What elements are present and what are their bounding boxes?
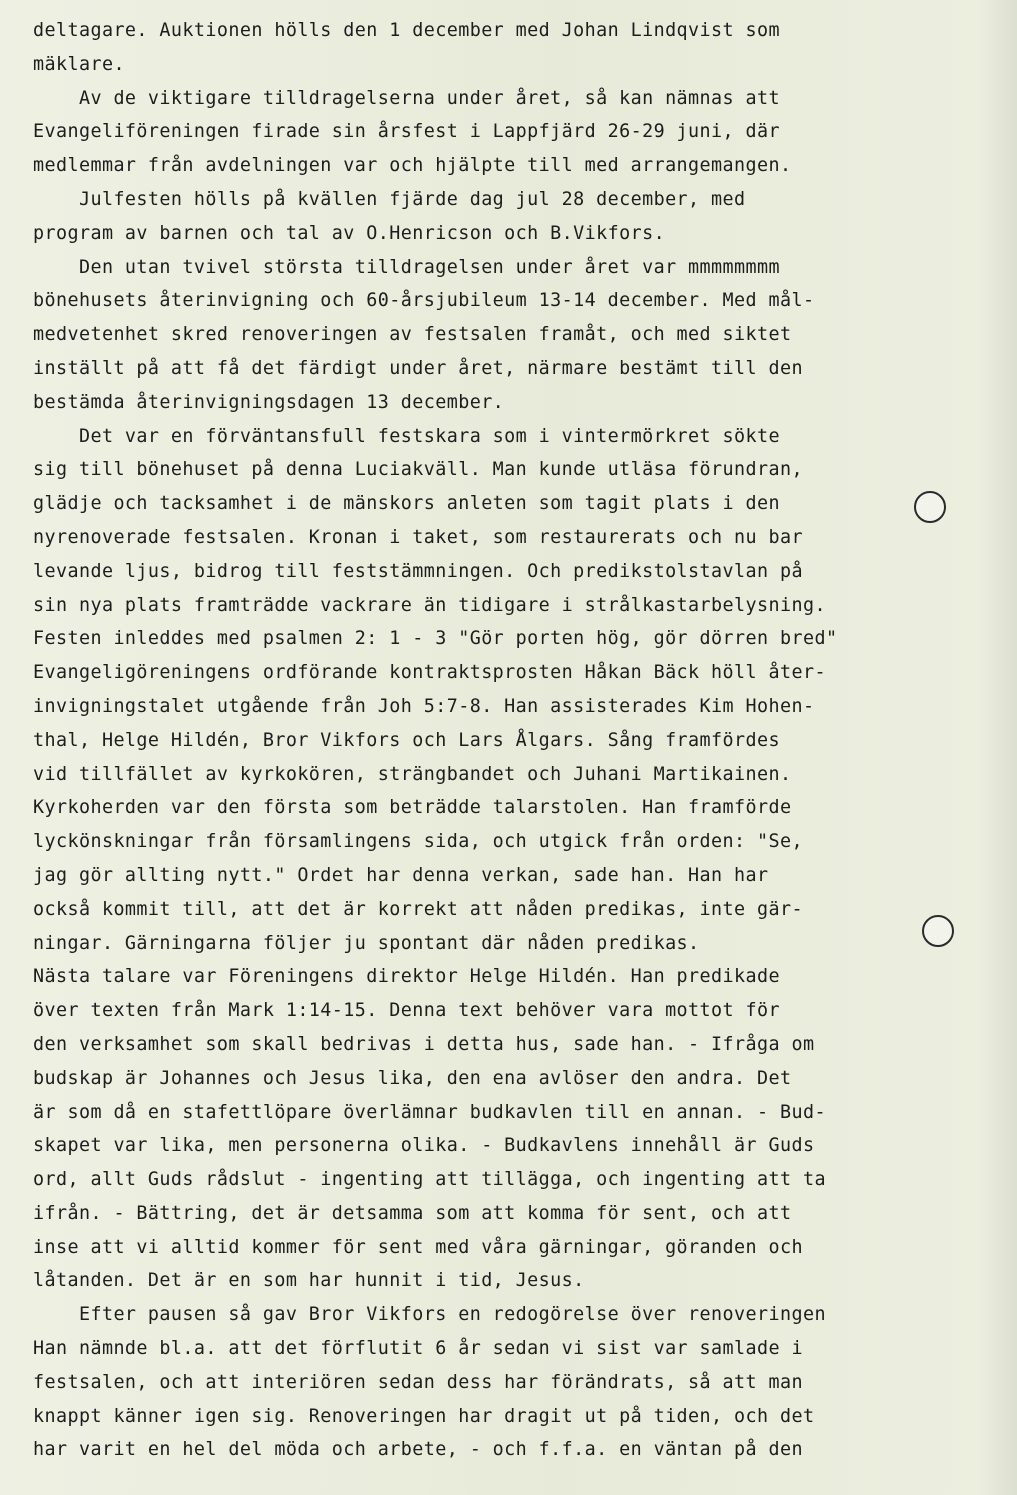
text-line: Evangeliföreningen firade sin årsfest i Lappfjärd 26-29 juni, där — [33, 121, 780, 143]
text-line: ord, allt Guds rådslut - ingenting att tillägga, och ingenting att ta — [33, 1169, 826, 1191]
text-line: levande ljus, bidrog till feststämmningen. Och predikstolstavlan på — [33, 560, 803, 582]
typewritten-text — [33, 14, 1008, 1467]
text-line: Det var en förväntansfull festskara som i vintermörkret sökte — [33, 425, 780, 447]
text-line: thal, Helge Hildén, Bror Vikfors och Lars Ålgars. Sång framfördes — [33, 729, 780, 751]
text-line: ifrån. - Bättring, det är detsamma som att komma för sent, och att — [33, 1202, 792, 1224]
text-line: medvetenhet skred renoveringen av festsalen framåt, och med siktet — [33, 324, 792, 346]
text-line: skapet var lika, men personerna olika. - Budkavlens innehåll är Guds — [33, 1135, 815, 1157]
text-line: Evangeligöreningens ordförande kontraktsprosten Håkan Bäck höll åter- — [33, 662, 826, 684]
text-line: också kommit till, att det är korrekt att nåden predikas, inte gär- — [33, 898, 803, 920]
text-line: bestämda återinvigningsdagen 13 december. — [33, 391, 505, 413]
text-line: lyckönskningar från församlingens sida, och utgick från orden: "Se, — [33, 831, 803, 853]
text-line: festsalen, och att interiören sedan dess har förändrats, så att man — [33, 1371, 803, 1393]
text-line: glädje och tacksamhet i de mänskors anleten som tagit plats i den — [33, 493, 780, 515]
text-line: den verksamhet som skall bedrivas i detta hus, sade han. - Ifråga om — [33, 1033, 815, 1055]
text-line: deltagare. Auktionen hölls den 1 december med Johan Lindqvist som — [33, 20, 780, 41]
text-line: ningar. Gärningarna följer ju spontant där nåden predikas. — [33, 932, 700, 954]
text-line: är som då en stafettlöpare överlämnar budkavlen till en annan. - Bud- — [33, 1101, 826, 1123]
text-line: Julfesten hölls på kvällen fjärde dag jul 28 december, med — [33, 188, 746, 210]
text-line: program av barnen och tal av O.Henricson och B.Vikfors. — [33, 222, 666, 244]
text-line: Kyrkoherden var den första som beträdde talarstolen. Han framförde — [33, 797, 792, 819]
text-line: invigningstalet utgående från Joh 5:7-8. Han assisterades Kim Hohen- — [33, 695, 815, 717]
text-line: Festen inleddes med psalmen 2: 1 - 3 "Gör porten hög, gör dörren bred" — [33, 628, 838, 650]
punch-hole-icon — [914, 491, 946, 523]
text-line: Han nämnde bl.a. att det förflutit 6 år sedan vi sist var samlade i — [33, 1338, 803, 1360]
text-line: jag gör allting nytt." Ordet har denna verkan, sade han. Han har — [33, 864, 769, 886]
text-line: budskap är Johannes och Jesus lika, den ena avlöser den andra. Det — [33, 1067, 792, 1089]
text-line: har varit en hel del möda och arbete, - och f.f.a. en väntan på den — [33, 1439, 803, 1461]
text-line: låtanden. Det är en som har hunnit i tid, Jesus. — [33, 1270, 585, 1292]
text-line: sin nya plats framträdde vackrare än tidigare i strålkastarbelysning. — [33, 594, 826, 616]
text-line: sig till bönehuset på denna Luciakväll. Man kunde utläsa förundran, — [33, 459, 803, 481]
text-line: inse att vi alltid kommer för sent med våra gärningar, göranden och — [33, 1236, 803, 1258]
text-line: bönehusets återinvigning och 60-årsjubileum 13-14 december. Med mål- — [33, 290, 815, 312]
text-line: vid tillfället av kyrkokören, strängbandet och Juhani Martikainen. — [33, 763, 792, 785]
text-line: Efter pausen så gav Bror Vikfors en redogörelse över renoveringen — [33, 1304, 826, 1326]
text-line: Av de viktigare tilldragelserna under året, så kan nämnas att — [33, 87, 780, 109]
text-line: inställt på att få det färdigt under året, närmare bestämt till den — [33, 357, 803, 379]
text-line: Den utan tvivel största tilldragelsen under året var mmmmmmmm — [33, 256, 780, 278]
text-line: nyrenoverade festsalen. Kronan i taket, som restaurerats och nu bar — [33, 526, 803, 548]
text-line: över texten från Mark 1:14-15. Denna text behöver vara mottot för — [33, 1000, 780, 1022]
text-line: Nästa talare var Föreningens direktor Helge Hildén. Han predikade — [33, 966, 780, 988]
punch-hole-icon — [922, 915, 954, 947]
text-line: medlemmar från avdelningen var och hjälpte till med arrangemangen. — [33, 155, 792, 177]
text-line: mäklare. — [33, 53, 125, 75]
text-line: knappt känner igen sig. Renoveringen har dragit ut på tiden, och det — [33, 1405, 815, 1427]
